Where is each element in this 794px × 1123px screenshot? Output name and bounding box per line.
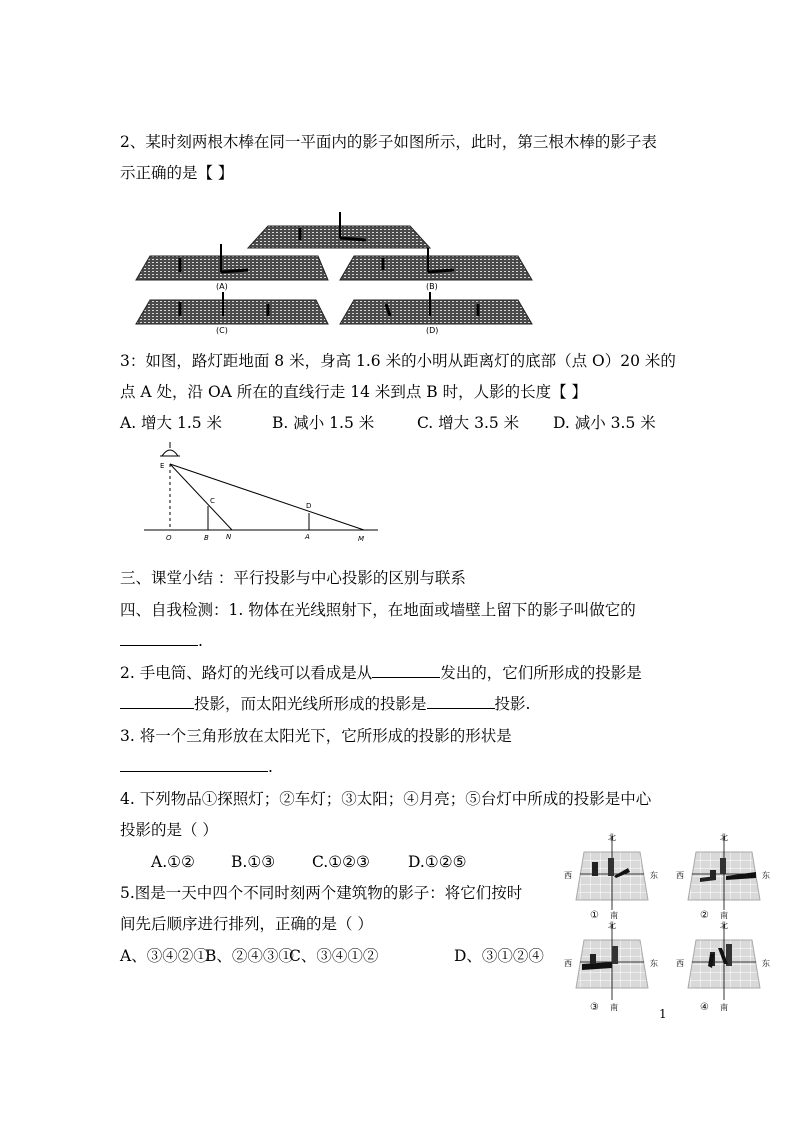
q2-line1: 2、某时刻两根木棒在同一平面内的影子如图所示，此时，第三根木棒的影子表 xyxy=(120,133,657,151)
point-b: B xyxy=(204,534,209,542)
q5-option-d: D、③①②④ xyxy=(454,947,544,965)
point-e: E xyxy=(160,462,165,470)
north-label: 北 xyxy=(608,833,616,842)
self-test-q1-line2 xyxy=(120,631,203,651)
point-d: D xyxy=(306,502,312,510)
q5-option-b: B、②④③① xyxy=(205,947,294,965)
self-test-q2-line2 xyxy=(120,694,530,714)
west-label: 西 xyxy=(564,871,572,880)
east-label: 东 xyxy=(762,871,770,880)
q2-line2: 示正确的是【 】 xyxy=(120,164,234,182)
ray-to-m xyxy=(170,464,364,530)
q4-option-b: B.①③ xyxy=(231,853,276,871)
q2-figure xyxy=(128,208,538,333)
panel-number-1: ① xyxy=(590,910,599,921)
street-lamp-icon xyxy=(160,442,180,456)
q3-option-a: A. 增大 1.5 米 xyxy=(120,414,223,432)
north-label: 北 xyxy=(608,921,616,930)
west-label: 西 xyxy=(564,959,572,968)
board-d xyxy=(340,292,532,324)
q5-option-c: C、③④①② xyxy=(289,947,379,965)
label-c: (C) xyxy=(216,326,228,335)
answer-blank[interactable] xyxy=(427,694,495,709)
q3-line1: 3：如图，路灯距地面 8 米，身高 1.6 米的小明从距离灯的底部（点 O）20 米的 xyxy=(120,352,676,370)
q4-option-c: C.①②③ xyxy=(312,853,370,871)
board-top xyxy=(248,212,430,248)
self-test-q1-line1: 四、自我检测：1. 物体在光线照射下，在地面或墙壁上留下的影子叫做它的 xyxy=(120,601,636,619)
self-test-q2-line1 xyxy=(120,663,642,683)
answer-blank[interactable] xyxy=(120,757,268,772)
answer-blank[interactable] xyxy=(372,663,440,678)
south-label: 南 xyxy=(720,911,728,920)
point-c: C xyxy=(210,497,215,505)
q3-option-b: B. 减小 1.5 米 xyxy=(272,414,375,432)
panel-2 xyxy=(676,832,770,921)
q3-option-c: C. 增大 3.5 米 xyxy=(417,414,520,432)
q2-text-c: 投影，而太阳光线所形成的投影是 xyxy=(194,695,427,713)
point-a: A xyxy=(305,533,310,541)
self-test-q5-line2: 间先后顺序进行排列，正确的是（ ） xyxy=(120,915,373,933)
self-test-q3-line1: 3. 将一个三角形放在太阳光下，它所形成的投影的形状是 xyxy=(120,727,512,745)
q2-text-a: 2. 手电筒、路灯的光线可以看成是从 xyxy=(120,664,373,682)
south-label: 南 xyxy=(610,1003,618,1012)
west-label: 西 xyxy=(676,871,684,880)
self-test-q3-line2 xyxy=(120,757,273,777)
east-label: 东 xyxy=(650,871,658,880)
label-a: (A) xyxy=(216,282,228,291)
board-a xyxy=(136,244,328,280)
period: . xyxy=(198,632,203,650)
panel-1 xyxy=(564,832,658,921)
board-c xyxy=(136,292,328,324)
q4-option-d: D.①②⑤ xyxy=(408,853,467,871)
self-test-q4-line2: 投影的是（ ） xyxy=(120,821,218,839)
panel-3 xyxy=(564,920,658,1013)
panel-number-2: ② xyxy=(700,910,709,921)
east-label: 东 xyxy=(762,959,770,968)
panel-number-4: ④ xyxy=(700,1002,709,1013)
period: . xyxy=(268,758,273,776)
answer-blank[interactable] xyxy=(120,694,194,709)
point-o: O xyxy=(166,534,172,542)
q3-line2: 点 A 处，沿 OA 所在的直线行走 14 米到点 B 时，人影的长度【 】 xyxy=(120,383,588,401)
answer-blank[interactable] xyxy=(120,631,198,646)
ray-to-n xyxy=(170,464,232,530)
panel-4 xyxy=(676,920,770,1013)
north-label: 北 xyxy=(720,833,728,842)
shadow-panels-figure xyxy=(560,828,780,1018)
self-test-q5-line1: 5.图是一天中四个不同时刻两个建筑物的影子：将它们按时 xyxy=(120,884,523,902)
board-b xyxy=(340,248,532,280)
north-label: 北 xyxy=(720,921,728,930)
q2-text-d: 投影. xyxy=(494,695,531,713)
q3-figure xyxy=(142,440,382,545)
self-test-q4-line1: 4. 下列物品①探照灯；②车灯；③太阳；④月亮；⑤台灯中所成的投影是中心 xyxy=(120,790,652,808)
q5-option-a: A、③④②① xyxy=(120,947,209,965)
summary-heading: 三、课堂小结 ：平行投影与中心投影的区别与联系 xyxy=(120,569,466,587)
east-label: 东 xyxy=(650,959,658,968)
q4-option-a: A.①② xyxy=(151,853,195,871)
point-n: N xyxy=(226,533,232,541)
point-m: M xyxy=(358,535,365,543)
south-label: 南 xyxy=(610,911,618,920)
q3-option-d: D. 减小 3.5 米 xyxy=(553,414,656,432)
label-d: (D) xyxy=(426,326,439,335)
west-label: 西 xyxy=(676,959,684,968)
label-b: (B) xyxy=(426,282,438,291)
page-number: 1 xyxy=(659,1007,667,1021)
panel-number-3: ③ xyxy=(590,1002,599,1013)
south-label: 南 xyxy=(720,1003,728,1012)
q2-text-b: 发出的，它们所形成的投影是 xyxy=(440,664,642,682)
